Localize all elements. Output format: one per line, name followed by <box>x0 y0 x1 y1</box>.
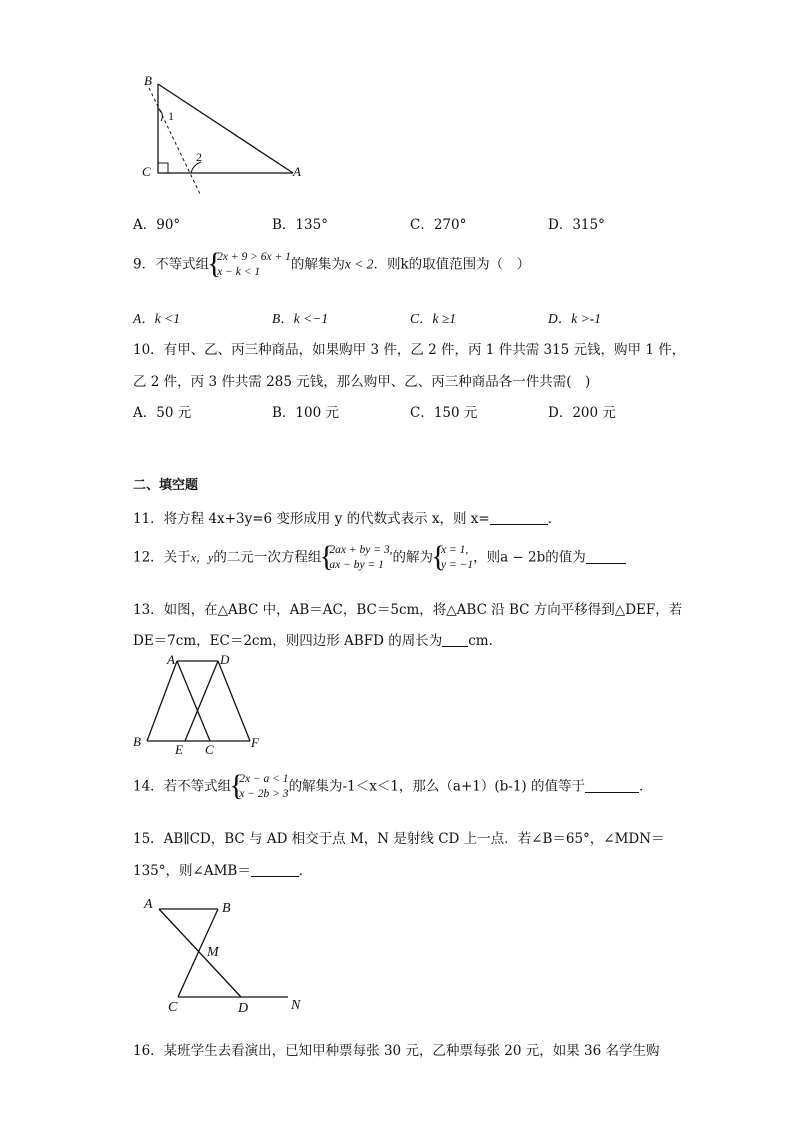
q9-suffix: ．则k的取值范围为（ ） <box>373 256 531 273</box>
label-b: B <box>144 73 152 88</box>
q12-sol-line-2: y = −1 <box>440 559 474 571</box>
q9-prefix: 9．不等式组 <box>133 256 210 273</box>
figure-right-triangle <box>135 70 315 195</box>
figure-parallel-lines <box>135 890 315 1015</box>
q10-option-c[interactable]: C．150 元 <box>410 405 478 421</box>
label-m15: M <box>207 945 219 960</box>
q12-solution-system <box>433 543 473 573</box>
q12-xy: x，y <box>190 550 214 565</box>
q10-option-d[interactable]: D．200 元 <box>548 405 616 421</box>
q15-end: ． <box>298 863 313 879</box>
label-a15: A <box>144 897 153 912</box>
figure-translated-triangles <box>130 650 270 755</box>
label-a: A <box>293 164 301 179</box>
label-e13: E <box>175 742 183 755</box>
q9-option-d[interactable]: D．k >-1 <box>548 311 601 326</box>
q9-sys-line-1: 2x + 9 > 6x + 1 <box>217 251 291 263</box>
q8-option-d[interactable]: D．315° <box>548 217 605 233</box>
segment-ad15 <box>159 909 241 997</box>
q14-prefix: 14．若不等式组 <box>133 778 232 795</box>
segment-ac <box>177 661 210 741</box>
q11-text: 11．将方程 4x+3y=6 变形成用 y 的代数式表示 x，则 x= <box>133 511 490 527</box>
dashed-line <box>149 88 201 195</box>
q10-line-2: 乙 2 件，丙 3 件共需 285 元钱，那么购甲、乙、丙三种商品各一件共需( ) <box>133 374 591 390</box>
q14-inequality-system <box>231 772 288 802</box>
label-angle-2: 2 <box>196 150 202 164</box>
label-n15: N <box>291 998 301 1013</box>
q15-line-2 <box>133 859 312 879</box>
q12-expr: ，则a − 2b的值为 <box>473 549 586 566</box>
q12-sol-line-1: x = 1, <box>440 544 469 556</box>
question-9 <box>133 250 530 280</box>
segment-ab <box>147 661 177 741</box>
q10-option-b[interactable]: B．100 元 <box>272 405 339 421</box>
segment-ba <box>158 84 293 173</box>
q12-mid: 的二元一次方程组 <box>213 549 322 566</box>
q12-sys-line-2: ax − by = 1 <box>329 559 384 571</box>
segment-df <box>218 661 250 741</box>
q14-sys-line-1: 2x − a < 1 <box>239 773 289 785</box>
q10-line-1: 10．有甲、乙、丙三种商品，如果购甲 3 件，乙 2 件，丙 1 件共需 315 元钱，购甲 1 件， <box>133 342 686 358</box>
q14-sys-line-2: x − 2b > 3 <box>239 788 289 800</box>
angle-1-arc <box>158 108 162 121</box>
q15-answer-blank[interactable] <box>251 863 299 877</box>
q12-sys-line-1: 2ax + by = 3, <box>329 544 393 556</box>
label-b13: B <box>133 734 141 749</box>
q10-option-a[interactable]: A．50 元 <box>133 405 192 421</box>
q9-option-b[interactable]: B．k <−1 <box>272 311 329 326</box>
q9-sys-line-2: x − k < 1 <box>217 266 261 278</box>
q15-text-2: 135°，则∠AMB＝ <box>133 863 251 879</box>
q11-end: ． <box>547 511 562 527</box>
q12-mid2: 的解为 <box>392 549 433 566</box>
label-c13: C <box>205 742 214 755</box>
q15-line-1: 15．AB∥CD，BC 与 AD 相交于点 M，N 是射线 CD 上一点．若∠B＝65°，∠MDN＝ <box>133 831 665 847</box>
q13-text-2: DE＝7cm，EC＝2cm，则四边形 ABFD 的周长为 <box>133 633 443 649</box>
right-angle-mark <box>158 163 168 173</box>
q9-option-a[interactable]: A．k <1 <box>133 311 180 326</box>
q9-middle: 的解集为 <box>290 256 345 273</box>
q9-inequality-system <box>209 250 291 280</box>
q8-option-c[interactable]: C．270° <box>410 217 467 233</box>
label-d13: D <box>220 652 230 667</box>
q13-unit: cm. <box>468 633 493 649</box>
question-12 <box>133 543 626 573</box>
q11-answer-blank[interactable] <box>490 511 548 525</box>
q13-line-2 <box>133 629 493 649</box>
q8-option-a[interactable]: A．90° <box>133 217 181 233</box>
q12-prefix: 12．关于 <box>133 549 191 566</box>
question-11 <box>133 507 561 527</box>
label-c: C <box>142 164 151 179</box>
label-a13: A <box>167 652 175 667</box>
label-angle-1: 1 <box>168 109 174 123</box>
segment-de <box>185 661 218 741</box>
q13-line-1: 13．如图，在△ABC 中，AB＝AC，BC＝5cm，将△ABC 沿 BC 方向平移得到△DEF，若 <box>133 602 683 618</box>
q12-equation-system <box>321 543 392 573</box>
q14-end: ． <box>638 778 653 795</box>
label-c15: C <box>168 1000 178 1015</box>
question-14 <box>133 772 652 802</box>
label-b15: B <box>222 901 231 916</box>
q16-line-1: 16．某班学生去看演出，已知甲种票每张 30 元，乙种票每张 20 元，如果 36 名学生购 <box>133 1043 660 1059</box>
q13-answer-blank[interactable] <box>442 633 468 647</box>
label-f13: F <box>251 735 259 750</box>
q9-condition: x < 2 <box>344 256 374 272</box>
section-heading-fill-in: 二、填空题 <box>133 478 199 493</box>
q8-option-b[interactable]: B．135° <box>272 217 328 233</box>
q14-answer-blank[interactable] <box>585 779 639 793</box>
label-d15: D <box>238 1001 249 1015</box>
q9-option-c[interactable]: C．k ≥1 <box>410 311 457 326</box>
q14-suffix: 的解集为-1＜x＜1，那么（a+1）(b-1) 的值等于 <box>288 778 585 795</box>
q12-answer-blank[interactable] <box>586 550 626 564</box>
